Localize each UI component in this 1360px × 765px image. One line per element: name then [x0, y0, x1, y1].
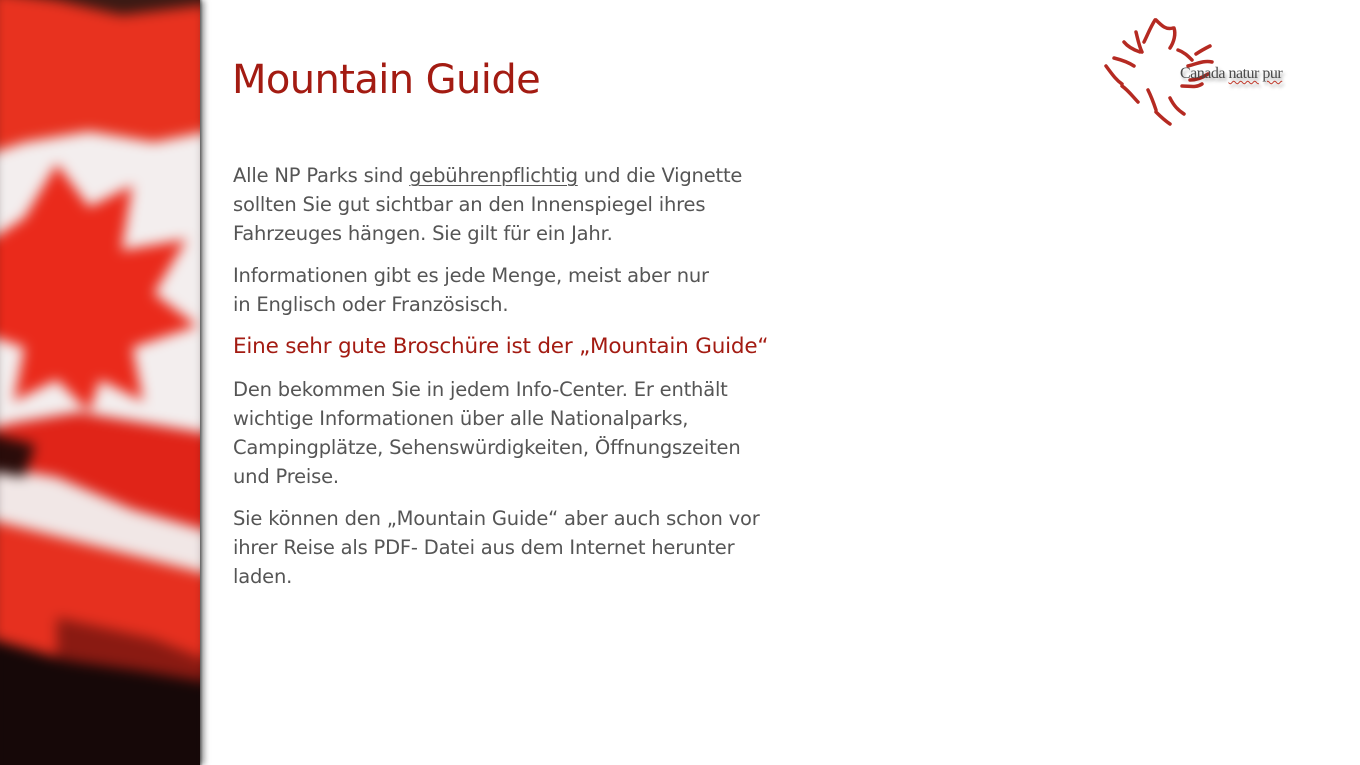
- paragraph-information: [233, 261, 833, 319]
- paragraph-information-line-2: in Englisch oder Französisch.: [233, 293, 509, 316]
- canadian-flag-image: [0, 0, 200, 765]
- paragraph-fees: [233, 161, 833, 248]
- logo-word-natur: natur: [1228, 65, 1259, 82]
- logo-word-pur: pur: [1262, 65, 1283, 82]
- paragraph-info-center-line-2: wichtige Informationen über alle Nationalparks,: [233, 407, 689, 430]
- highlight-brochure: Eine sehr gute Broschüre ist der „Mountain Guide“: [233, 334, 769, 359]
- paragraph-pdf-download-line-3: laden.: [233, 565, 293, 588]
- paragraph-pdf-download-line-1: Sie können den „Mountain Guide“ aber auch schon vor: [233, 507, 760, 530]
- logo-word-canada: Canada: [1180, 65, 1225, 82]
- paragraph-information-line-1: Informationen gibt es jede Menge, meist aber nur: [233, 264, 709, 287]
- logo-text: [1180, 65, 1282, 83]
- paragraph-info-center: [233, 375, 833, 491]
- panel-shadow-edge: [200, 0, 203, 765]
- paragraph-info-center-line-3: Campingplätze, Sehenswürdigkeiten, Öffnungszeiten: [233, 436, 741, 459]
- paragraph-fees-line-3: Fahrzeuges hängen. Sie gilt für ein Jahr.: [233, 222, 613, 245]
- paragraph-info-center-line-4: und Preise.: [233, 465, 339, 488]
- slide-body: [233, 161, 833, 604]
- slide-title: Mountain Guide: [232, 57, 541, 103]
- fee-required-term: gebührenpflichtig: [409, 164, 578, 187]
- text-segment: Alle NP Parks sind: [233, 164, 410, 187]
- paragraph-fees-line-2: sollten Sie gut sichtbar an den Innenspiegel ihres: [233, 193, 706, 216]
- text-segment: und die Vignette: [577, 164, 743, 187]
- paragraph-info-center-line-1: Den bekommen Sie in jedem Info-Center. Er enthält: [233, 378, 728, 401]
- canada-natur-pur-logo: [1098, 14, 1313, 129]
- paragraph-pdf-download-line-2: ihrer Reise als PDF- Datei aus dem Internet herunter: [233, 536, 735, 559]
- paragraph-pdf-download: [233, 504, 833, 591]
- paragraph-fees-line-1: [233, 161, 833, 190]
